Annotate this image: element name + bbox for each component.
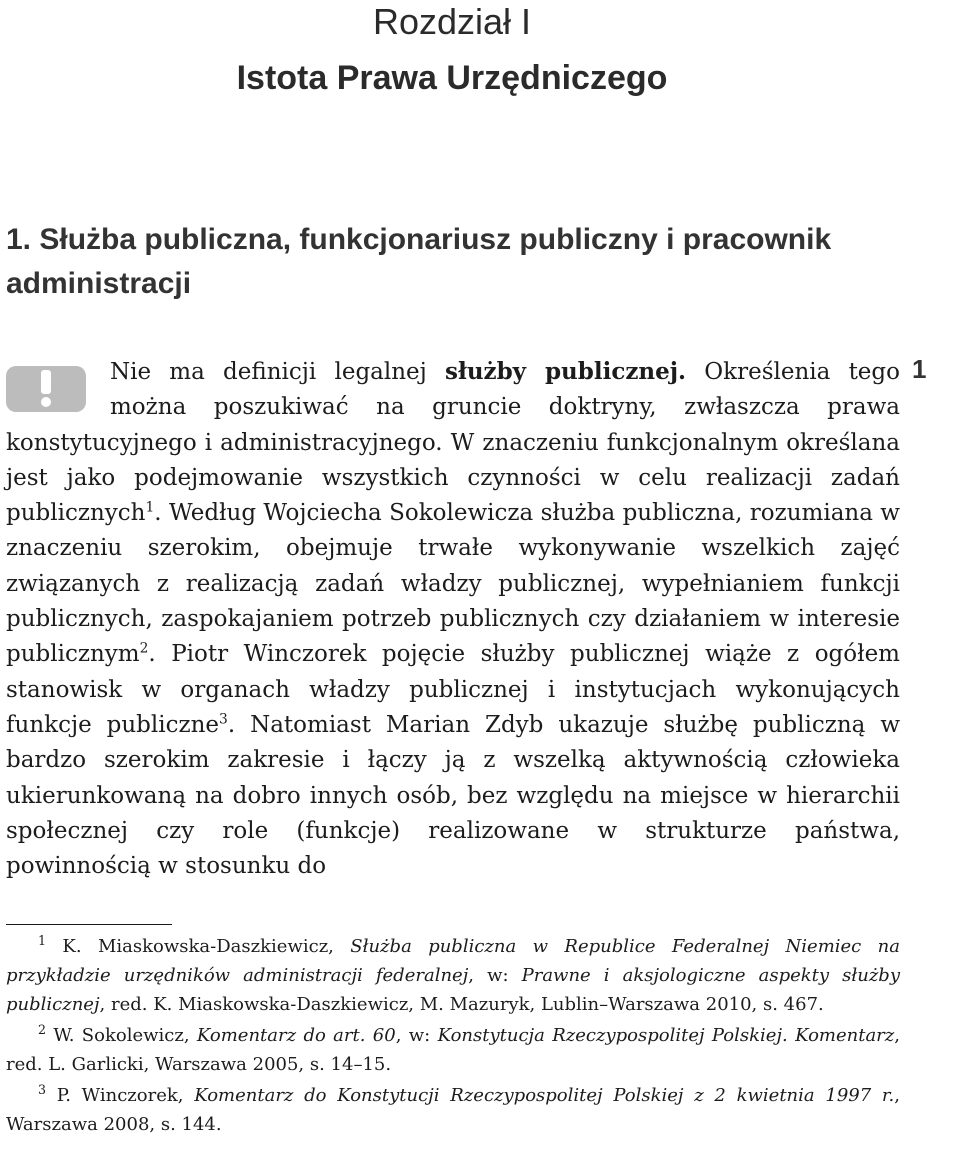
bold-term: służby publicznej. — [445, 358, 687, 385]
footnote-text: K. Miaskowska-Daszkiewicz, — [62, 936, 351, 957]
section-heading: 1. Służba publiczna, funkcjonariusz publiczny i pracownik administracji — [6, 223, 832, 300]
footnote-text: , w: — [468, 965, 522, 986]
footnote-ref[interactable]: 1 — [145, 499, 155, 516]
footnote-title: Służba publiczna w Republice Federalnej Niemiec na przykładzie urzędników administracji federalnej — [6, 936, 900, 986]
footnote-title: Komentarz do Konstytucji Rzeczypospolitej Polskiej z 2 kwietnia 1997 r. — [194, 1085, 895, 1106]
footnotes — [6, 932, 900, 1141]
footnote-divider — [6, 924, 172, 925]
footnote-number: 1 — [38, 933, 47, 948]
text-run: . Według Wojciecha Sokolewicza służba publiczna, rozumiana w znaczeniu szerokim, obejmuje trwałe wykonywanie wszelkich zajęć związanych z realizacją zadań władzy publicznej, wypełnianiem funkcji publicznych, zaspokajaniem potrzeb publicznych czy działaniem w interesie publicznym — [6, 500, 900, 668]
footnote-text: P. Winczorek, — [56, 1085, 195, 1106]
footnote-title: Prawne i aksjologiczne aspekty służby publicznej — [6, 965, 900, 1015]
footnote-text: , red. K. Miaskowska-Daszkiewicz, M. Mazuryk, Lublin–Warszawa 2010, s. 467. — [99, 994, 824, 1015]
text-run: Nie ma definicji legalnej — [110, 359, 446, 385]
footnote-ref[interactable]: 3 — [219, 711, 228, 728]
footnote-number: 3 — [38, 1082, 47, 1097]
footnote — [6, 1081, 900, 1139]
footnote-ref[interactable]: 2 — [139, 640, 149, 657]
text-run: Określenia tego można poszukiwać na gruncie doktryny, zwłaszcza prawa konstytucyjnego i administracyjnego. W znaczeniu funkcjonalnym określana jest jako podejmowanie wszystkich czynności w celu realizacji zadań publicznych — [6, 359, 900, 527]
chapter-title: Istota Prawa Urzędniczego — [236, 59, 668, 97]
footnote-title: Komentarz do art. 60 — [196, 1025, 396, 1046]
footnote-text: , red. L. Garlicki, Warszawa 2005, s. 14–15. — [6, 1025, 901, 1075]
margin-number: 1 — [912, 354, 927, 384]
footnote-text: , Warszawa 2008, s. 144. — [6, 1085, 901, 1135]
footnote — [6, 1021, 900, 1079]
footnote — [6, 932, 900, 1019]
text-run: . Natomiast Marian Zdyb ukazuje służbę publiczną w bardzo szerokim zakresie i łączy ją z wszelką aktywnością człowieka ukierunkowaną na dobro innych osób, bez względu na miejsce w hierarchii społecznej czy role (funkcje) realizowane w strukturze państwa, powinnością w stosunku do — [6, 711, 901, 880]
footnote-text: , w: — [395, 1025, 438, 1046]
footnote-title: Konstytucja Rzeczypospolitej Polskiej. Komentarz — [437, 1025, 895, 1046]
body-paragraph — [6, 354, 900, 884]
chapter-label: Rozdział I — [372, 1, 532, 42]
footnote-number: 2 — [38, 1022, 47, 1037]
footnote-text: W. Sokolewicz, — [53, 1025, 197, 1046]
text-run: . Piotr Winczorek pojęcie służby publicznej wiąże z ogółem stanowisk w organach władzy publicznej i instytucjach wykonujących funkcje publiczne — [6, 641, 900, 738]
